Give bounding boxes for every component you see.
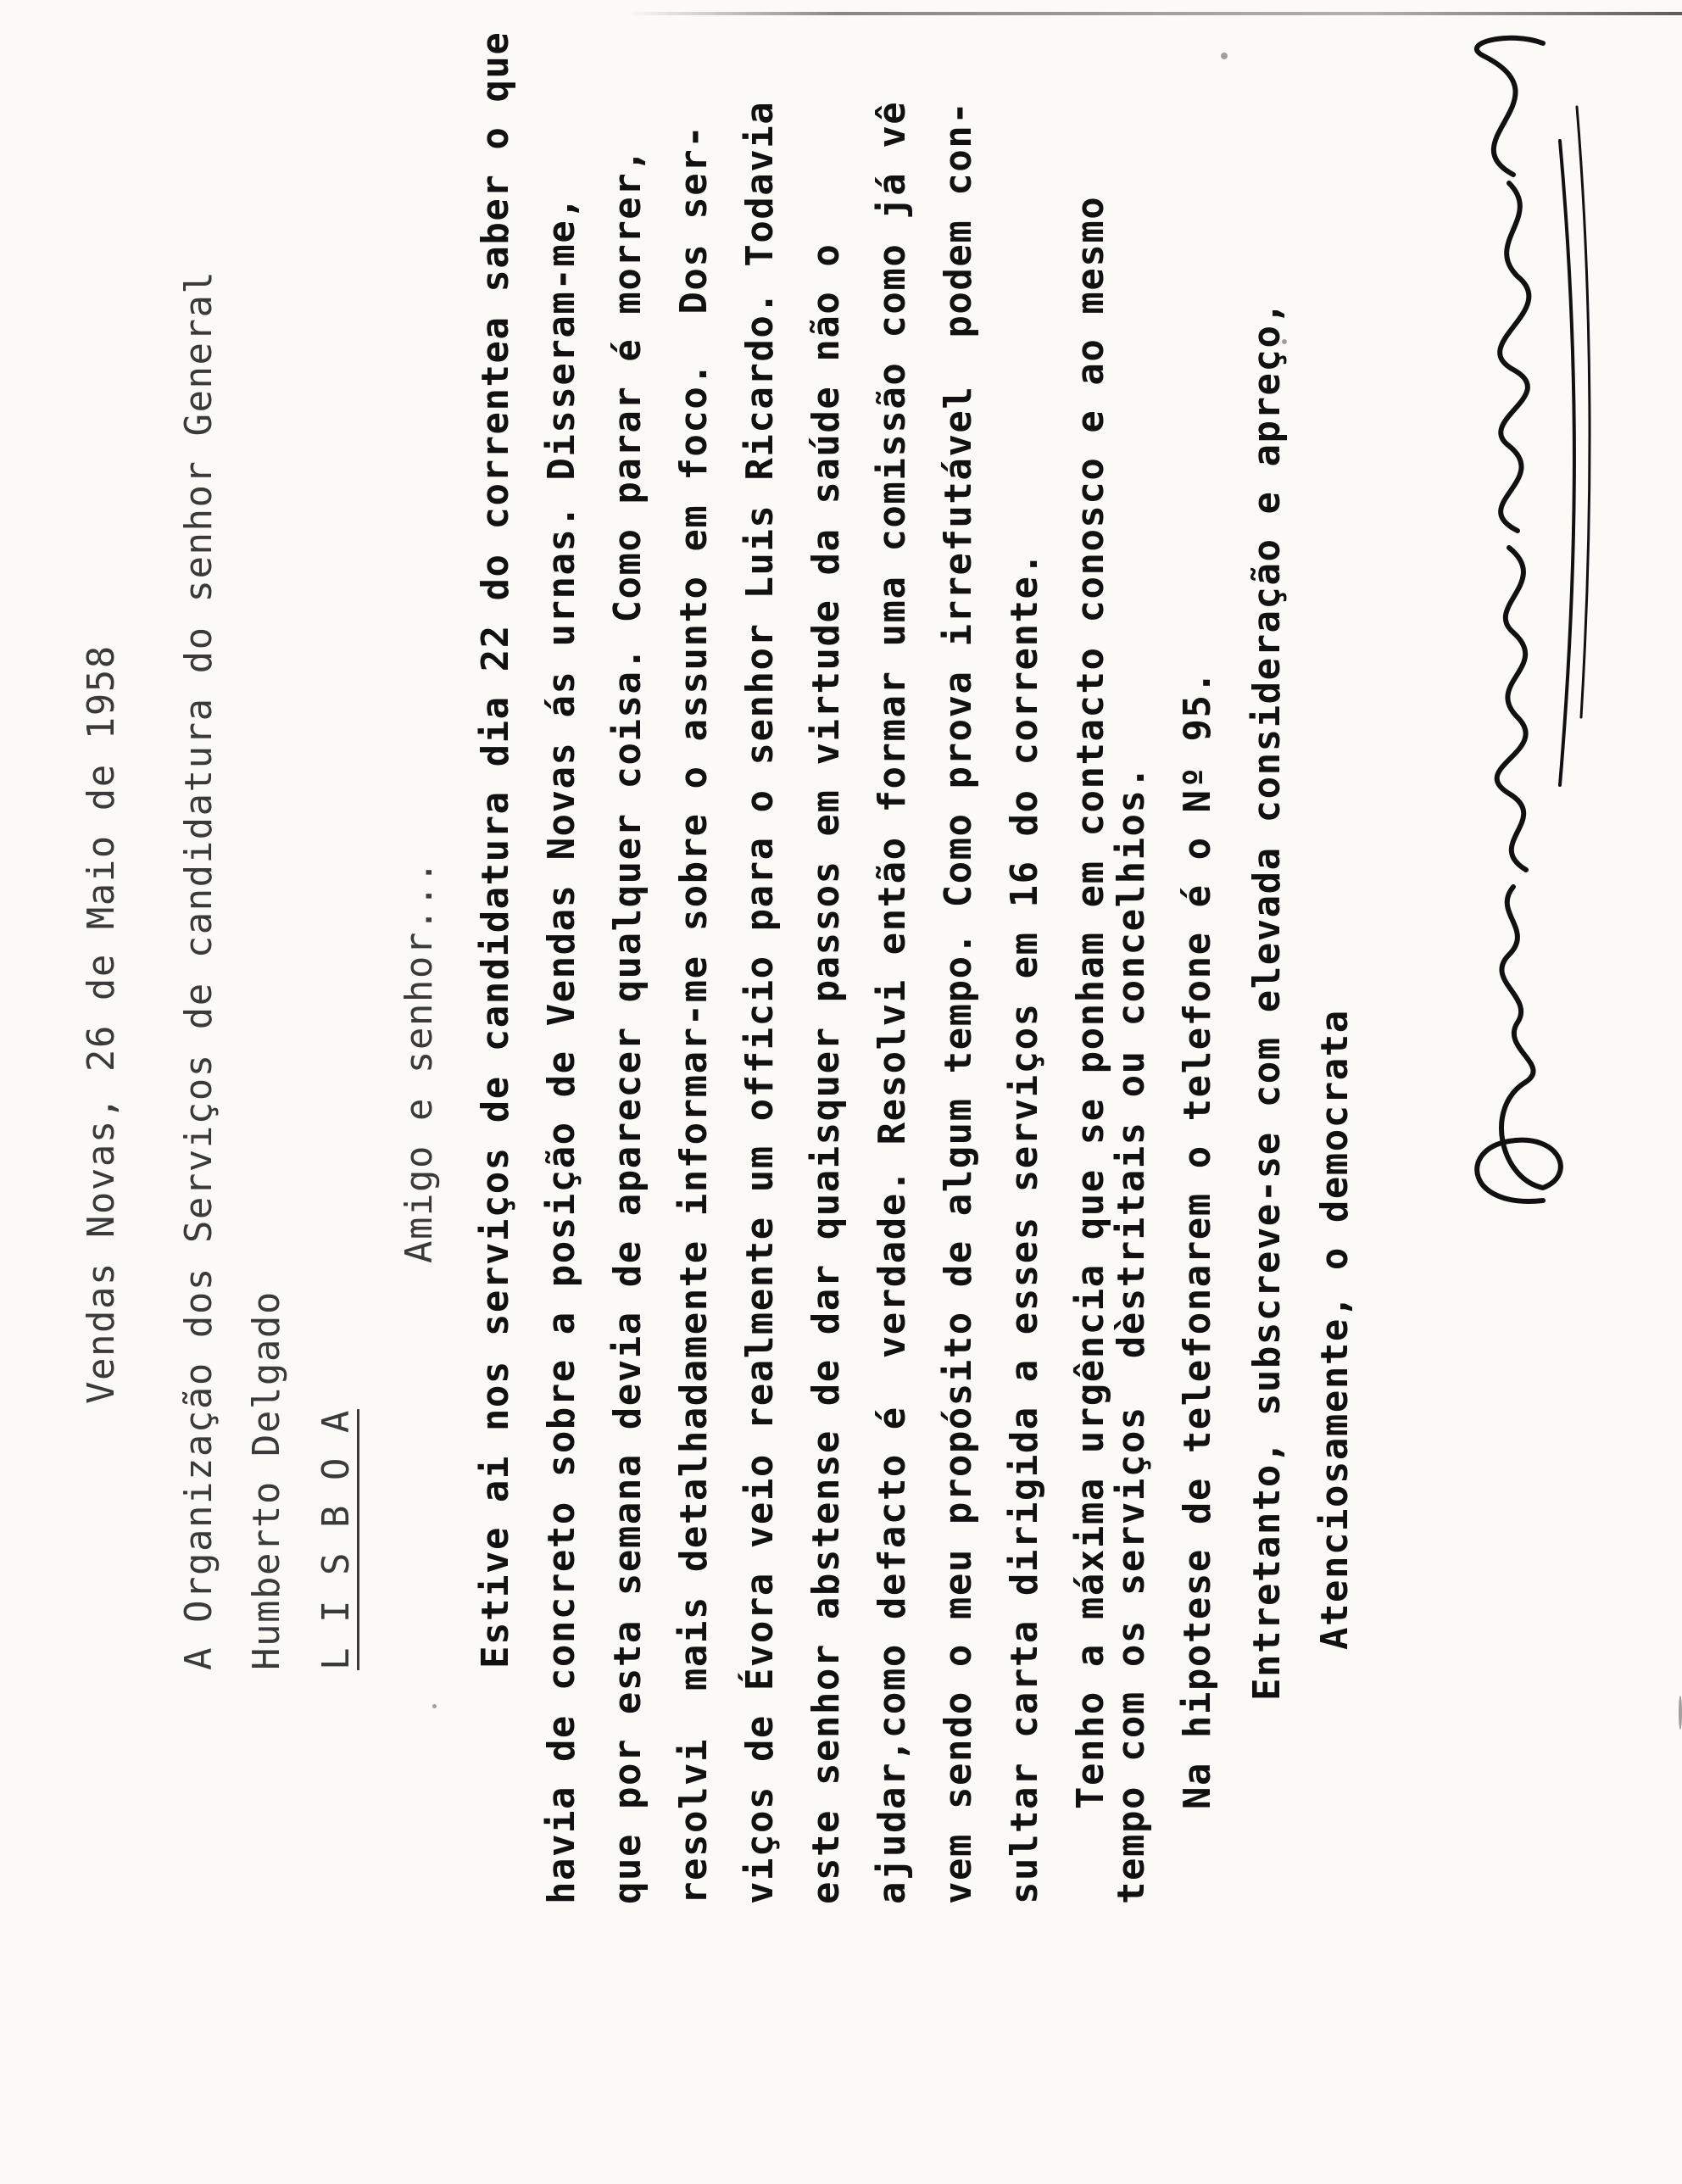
body-line: havia de concreto sobre a posição de Vendas Novas ás urnas. Disseram-me, <box>540 195 583 1904</box>
handwritten-signature <box>1433 22 1602 1226</box>
body-line: este senhor abstense de dar quaisquer passos em virtude da saúde não o <box>805 242 848 1904</box>
body-line: ajudar,como defacto é verdade. Resolvi então formar uma comissão como já vê <box>871 100 914 1904</box>
body-line: resolvi mais detalhadamente informar-me sobre o assunto em foco. Dos ser- <box>672 124 716 1904</box>
body-line: Na hipotese de telefonarem o telefone é o Nº 95. <box>1176 670 1219 1904</box>
addressee-city: L I S B O A <box>315 1409 358 1670</box>
date-line: Vendas Novas, 26 de Maio de 1958 <box>80 644 123 1404</box>
addressee-line: A Organização dos Serviços de candidatura do senhor General <box>177 270 220 1670</box>
salutation: Amigo e senhor... <box>398 860 441 1263</box>
body-line: sultar carta dirigida a esses serviços em 16 do corrente. <box>1003 551 1046 1904</box>
body-line: vem sendo o meu propósito de algum tempo. Como prova irrefutável podem con- <box>937 100 980 1904</box>
body-line: que por esta semana devia de aparecer qualquer coisa. Como parar é morrer, <box>606 148 649 1904</box>
closing-line: Atenciosamente, o democrata <box>1313 1009 1356 1650</box>
body-line: Tenho a máxima urgência que se ponham em contacto conosco e ao mesmo <box>1069 195 1112 1904</box>
body-line: viços de Évora veio realmente um officio para o senhor Luis Ricardo. Todavia <box>738 100 782 1904</box>
closing-line: Entretanto, subscreve-se com elevada consideração e apreço, <box>1245 300 1289 1701</box>
body-line: tempo com os serviços dèstritais ou concelhios. <box>1110 765 1153 1904</box>
body-line: Estive ai nos serviços de candidatura dia 22 do correntea saber o que <box>474 31 517 1669</box>
addressee-line: Humberto Delgado <box>245 1290 288 1670</box>
